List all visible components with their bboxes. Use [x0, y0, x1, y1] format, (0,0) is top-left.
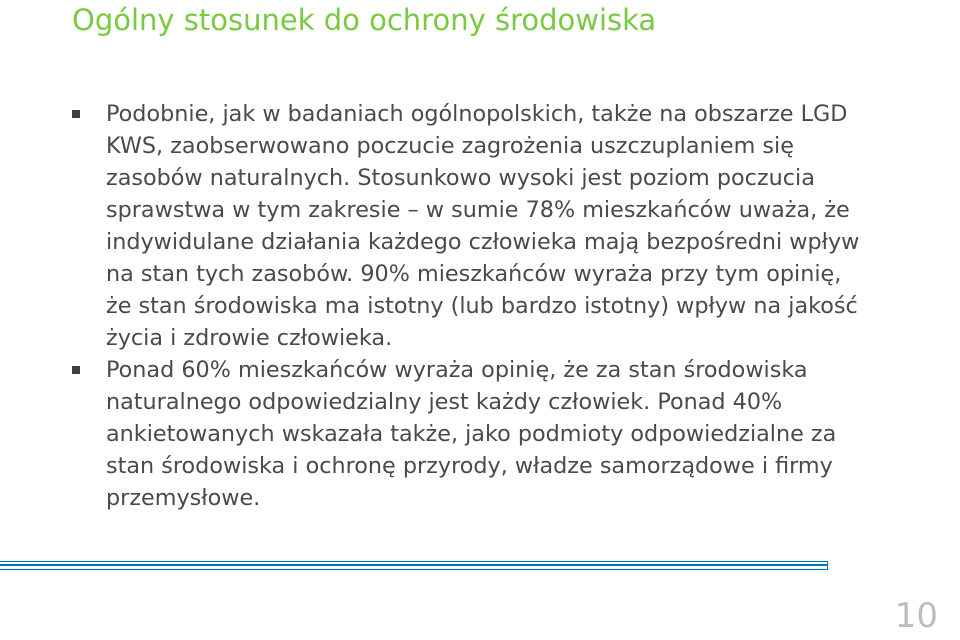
bullet-text: Podobnie, jak w badaniach ogólnopolskich, także na obszarze LGD KWS, zaobserwowano poczucie zagrożenia uszczuplaniem się zasobów naturalnych. Stosunkowo wysoki jest poziom poczucia sprawstwa w tym zakresie – w sumie 78% mieszkańców uważa, że indywidulane działania każdego człowieka mają bezpośredni wpływ na stan tych zasobów. 90% mieszkańców wyraża przy tym opinię, że stan środowiska ma istotny (lub bardzo istotny) wpływ na jakość życia i zdrowie człowieka. [106, 101, 860, 351]
bullet-item [72, 354, 872, 514]
bullet-list [72, 98, 872, 514]
bullet-item [72, 98, 872, 354]
bullet-text: Ponad 60% mieszkańców wyraża opinię, że za stan środowiska naturalnego odpowiedzialny jest każdy człowiek. Ponad 40% ankietowanych wskazała także, jako podmioty odpowiedzialne za stan środowiska i ochronę przyrody, władze samorządowe i firmy przemysłowe. [106, 357, 837, 511]
footer-divider [0, 561, 828, 570]
square-bullet-icon [72, 366, 80, 374]
square-bullet-icon [72, 110, 80, 118]
page-number: 10 [894, 596, 938, 636]
slide-title: Ogólny stosunek do ochrony środowiska [72, 3, 657, 37]
